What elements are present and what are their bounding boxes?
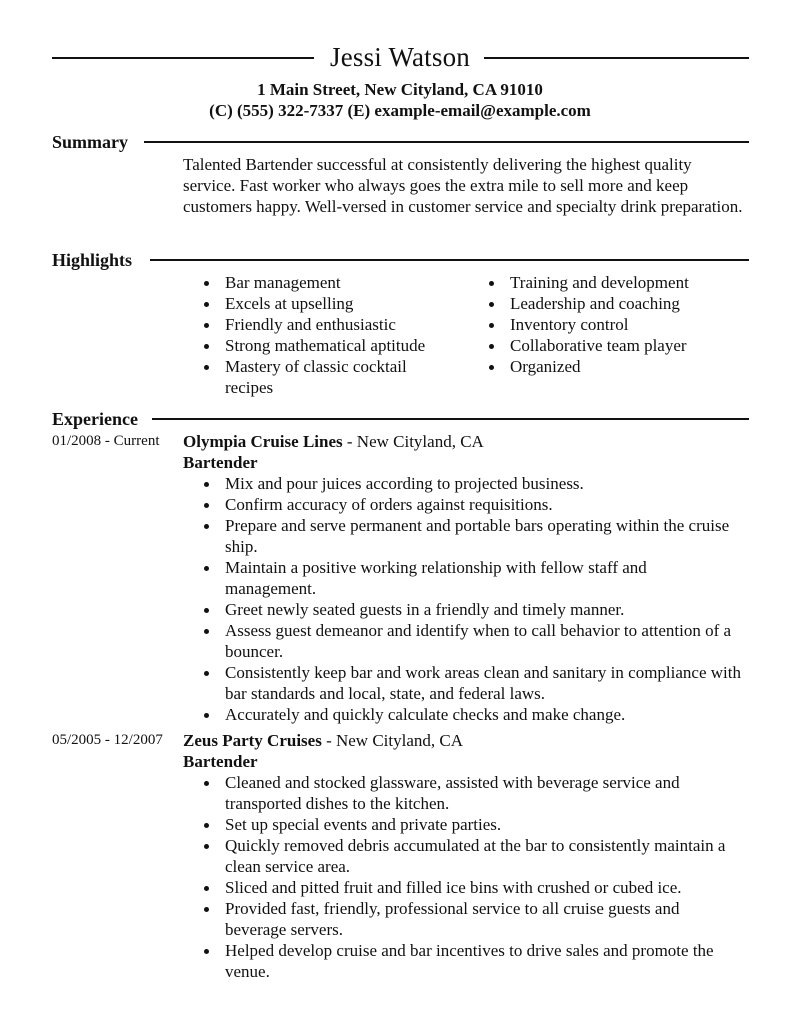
experience-title: Experience	[52, 409, 138, 429]
job-location: - New Cityland, CA	[321, 731, 464, 750]
job-duty: Prepare and serve permanent and portable bars operating within the cruise ship.	[201, 515, 741, 557]
highlight-item: Collaborative team player	[486, 335, 746, 356]
job-duty: Mix and pour juices according to projected business.	[201, 473, 741, 494]
job-title: Bartender	[183, 453, 258, 472]
summary-section-header	[52, 131, 749, 153]
highlight-item: Excels at upselling	[201, 293, 451, 314]
job-duty: Helped develop cruise and bar incentives to drive sales and promote the venue.	[201, 940, 741, 982]
experience-rule	[152, 418, 749, 420]
summary-text: Talented Bartender successful at consistently delivering the highest quality service. Fast worker who always goes the extra mile to sell more and keep customers happy. Well-versed in customer service and specialty drink preparation.	[183, 155, 743, 216]
job-duty: Assess guest demeanor and identify when to call behavior to attention of a bouncer.	[201, 620, 741, 662]
highlight-item: Leadership and coaching	[486, 293, 746, 314]
highlight-item: Strong mathematical aptitude	[201, 335, 451, 356]
job-duty: Set up special events and private parties.	[201, 814, 741, 835]
name-row	[0, 40, 800, 76]
job-duty: Sliced and pitted fruit and filled ice bins with crushed or cubed ice.	[201, 877, 741, 898]
name-divider-right	[484, 57, 749, 59]
highlight-item: Mastery of classic cocktail recipes	[201, 356, 451, 398]
job-company: Zeus Party Cruises	[183, 731, 322, 750]
resume-header	[0, 40, 800, 121]
summary-title: Summary	[52, 132, 128, 152]
highlight-item: Inventory control	[486, 314, 746, 335]
job-duty: Confirm accuracy of orders against requisitions.	[201, 494, 741, 515]
job-location: - New Cityland, CA	[342, 432, 484, 451]
highlights-section-header	[52, 249, 749, 271]
job-duty: Consistently keep bar and work areas clean and sanitary in compliance with bar standards and local, state, and federal laws.	[201, 662, 741, 704]
job-duty: Provided fast, friendly, professional service to all cruise guests and beverage servers.	[201, 898, 741, 940]
address: 1 Main Street, New Cityland, CA 91010	[257, 80, 543, 99]
highlight-item: Training and development	[486, 272, 746, 293]
job-duties	[201, 473, 741, 725]
job-company: Olympia Cruise Lines	[183, 432, 343, 451]
highlights-column-1	[201, 272, 451, 398]
highlights-column-2	[486, 272, 746, 377]
job-duty: Accurately and quickly calculate checks and make change.	[201, 704, 741, 725]
job-details	[183, 431, 753, 725]
job-duty: Cleaned and stocked glassware, assisted with beverage service and transported dishes to the kitchen.	[201, 772, 741, 814]
job-dates: 01/2008 - Current	[52, 433, 160, 449]
highlight-item: Friendly and enthusiastic	[201, 314, 451, 335]
highlights-rule	[150, 259, 749, 261]
job-title: Bartender	[183, 752, 258, 771]
job-duty: Quickly removed debris accumulated at the bar to consistently maintain a clean service area.	[201, 835, 741, 877]
job-duties	[201, 772, 741, 982]
highlight-item: Organized	[486, 356, 746, 377]
highlight-item: Bar management	[201, 272, 451, 293]
job-details	[183, 730, 753, 982]
experience-section-header	[52, 408, 749, 430]
job-duty: Maintain a positive working relationship with fellow staff and management.	[201, 557, 741, 599]
candidate-name: Jessi Watson	[330, 42, 470, 72]
job-duty: Greet newly seated guests in a friendly and timely manner.	[201, 599, 741, 620]
job-employer-line	[183, 431, 753, 452]
job-dates: 05/2005 - 12/2007	[52, 732, 163, 748]
highlights-title: Highlights	[52, 250, 133, 270]
job-employer-line	[183, 730, 753, 751]
contact-info: (C) (555) 322-7337 (E) example-email@example.com	[209, 101, 591, 120]
summary-rule	[144, 141, 749, 143]
